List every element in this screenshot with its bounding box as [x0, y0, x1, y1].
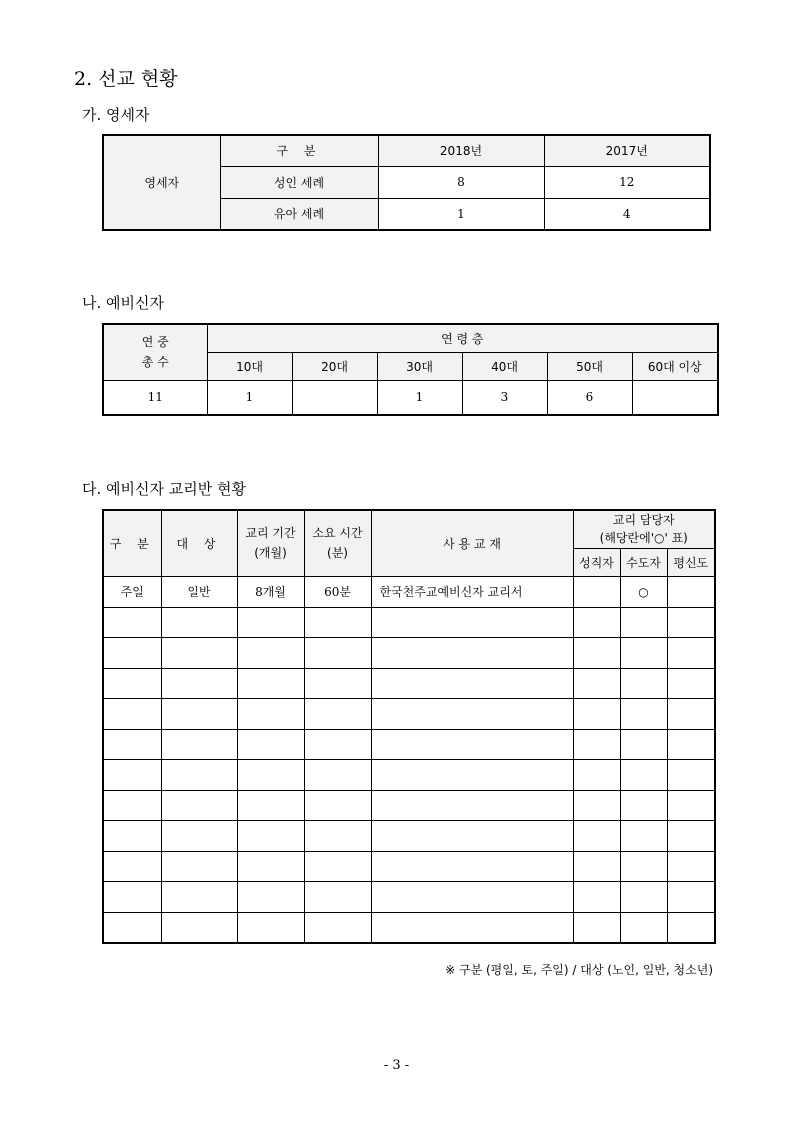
empty-cell — [237, 607, 304, 638]
empty-cell — [103, 668, 161, 699]
empty-cell — [371, 699, 573, 730]
empty-cell — [573, 760, 620, 791]
table-row — [103, 607, 715, 638]
empty-cell — [667, 760, 715, 791]
period-cell: 8개월 — [237, 576, 304, 607]
table-row — [103, 882, 715, 913]
teacher-type-header: 성직자 — [573, 548, 620, 576]
table-cell: 1 — [378, 198, 544, 230]
table-row — [103, 729, 715, 760]
table-row — [103, 790, 715, 821]
empty-cell — [620, 851, 667, 882]
age-count-cell: 1 — [207, 380, 292, 415]
table-row — [103, 576, 715, 607]
empty-cell — [161, 821, 237, 852]
category-header: 구 분 — [103, 510, 161, 576]
empty-cell — [667, 668, 715, 699]
empty-cell — [304, 790, 371, 821]
empty-cell — [304, 699, 371, 730]
empty-cell — [103, 760, 161, 791]
empty-cell — [620, 607, 667, 638]
table-row — [103, 699, 715, 730]
baptized-table — [102, 134, 711, 231]
empty-cell — [667, 851, 715, 882]
table-row — [103, 912, 715, 943]
empty-cell — [667, 729, 715, 760]
teacher-type-header: 수도자 — [620, 548, 667, 576]
duration-header-line2: (분) — [327, 546, 348, 561]
empty-cell — [371, 912, 573, 943]
total-cell: 11 — [103, 380, 207, 415]
empty-cell — [304, 912, 371, 943]
age-count-cell: 1 — [377, 380, 462, 415]
teacher-header-line1: 교리 담당자 — [612, 513, 675, 528]
empty-cell — [161, 912, 237, 943]
empty-cell — [237, 851, 304, 882]
empty-cell — [304, 607, 371, 638]
age-group-header: 20대 — [292, 352, 377, 380]
page-number: - 3 - — [383, 1058, 410, 1073]
empty-cell — [667, 638, 715, 669]
empty-cell — [103, 912, 161, 943]
empty-cell — [103, 882, 161, 913]
duration-cell: 60분 — [304, 576, 371, 607]
priest-cell — [573, 576, 620, 607]
empty-cell — [371, 882, 573, 913]
period-header-line2: (개월) — [254, 546, 287, 561]
age-count-cell — [632, 380, 718, 415]
age-group-header: 10대 — [207, 352, 292, 380]
subsection-title-baptized: 가. 영세자 — [82, 106, 150, 124]
empty-cell — [161, 729, 237, 760]
empty-cell — [161, 638, 237, 669]
empty-cell — [667, 912, 715, 943]
empty-cell — [103, 638, 161, 669]
empty-cell — [667, 882, 715, 913]
age-count-cell: 3 — [462, 380, 547, 415]
empty-cell — [620, 790, 667, 821]
target-cell: 일반 — [161, 576, 237, 607]
teacher-header — [573, 510, 715, 548]
age-group-header: 50대 — [547, 352, 632, 380]
period-header-line1: 교리 기간 — [245, 526, 296, 541]
empty-cell — [667, 699, 715, 730]
empty-cell — [573, 882, 620, 913]
material-cell: 한국천주교예비신자 교리서 — [371, 576, 573, 607]
age-group-header: 60대 이상 — [632, 352, 718, 380]
age-header: 연 령 층 — [207, 324, 718, 352]
empty-cell — [103, 607, 161, 638]
empty-cell — [161, 699, 237, 730]
empty-cell — [103, 699, 161, 730]
empty-cell — [573, 607, 620, 638]
empty-cell — [620, 912, 667, 943]
empty-cell — [667, 607, 715, 638]
empty-cell — [371, 607, 573, 638]
empty-cell — [237, 790, 304, 821]
empty-cell — [237, 729, 304, 760]
category-cell: 주일 — [103, 576, 161, 607]
empty-cell — [620, 760, 667, 791]
row-label: 성인 세례 — [220, 166, 378, 198]
empty-cell — [304, 729, 371, 760]
total-header-line1: 연 중 — [141, 335, 169, 350]
table-cell: 8 — [378, 166, 544, 198]
empty-cell — [304, 851, 371, 882]
row-label: 유아 세례 — [220, 198, 378, 230]
empty-cell — [667, 821, 715, 852]
empty-cell — [371, 638, 573, 669]
empty-cell — [103, 729, 161, 760]
empty-cell — [620, 638, 667, 669]
empty-cell — [371, 790, 573, 821]
empty-cell — [237, 668, 304, 699]
empty-cell — [161, 760, 237, 791]
footnote: ※ 구분 (평일, 토, 주일) / 대상 (노인, 일반, 청소년) — [445, 963, 713, 977]
empty-cell — [620, 668, 667, 699]
empty-cell — [161, 882, 237, 913]
empty-cell — [103, 821, 161, 852]
empty-cell — [161, 668, 237, 699]
period-header — [237, 510, 304, 576]
table-row — [103, 821, 715, 852]
lay-cell — [667, 576, 715, 607]
table-cell: 12 — [544, 166, 710, 198]
age-count-cell — [292, 380, 377, 415]
empty-cell — [237, 912, 304, 943]
section-heading: 2. 선교 현황 — [74, 68, 178, 90]
teacher-type-header: 평신도 — [667, 548, 715, 576]
baptized-row-label: 영세자 — [103, 135, 220, 230]
empty-cell — [573, 851, 620, 882]
empty-cell — [237, 882, 304, 913]
empty-cell — [304, 668, 371, 699]
year-header: 2017년 — [544, 135, 710, 166]
table-row — [103, 851, 715, 882]
empty-cell — [371, 851, 573, 882]
empty-cell — [237, 821, 304, 852]
duration-header — [304, 510, 371, 576]
empty-cell — [573, 668, 620, 699]
empty-cell — [371, 760, 573, 791]
empty-cell — [573, 729, 620, 760]
age-group-header: 40대 — [462, 352, 547, 380]
table-row — [103, 760, 715, 791]
table-row — [103, 668, 715, 699]
empty-cell — [620, 882, 667, 913]
empty-cell — [161, 790, 237, 821]
empty-cell — [620, 699, 667, 730]
empty-cell — [620, 821, 667, 852]
age-group-header: 30대 — [377, 352, 462, 380]
empty-cell — [103, 851, 161, 882]
subsection-title-catechumens: 나. 예비신자 — [82, 294, 164, 312]
empty-cell — [103, 790, 161, 821]
year-header: 2018년 — [378, 135, 544, 166]
age-count-cell: 6 — [547, 380, 632, 415]
empty-cell — [237, 760, 304, 791]
empty-cell — [304, 638, 371, 669]
total-header-line2: 총 수 — [141, 355, 169, 370]
empty-cell — [573, 821, 620, 852]
category-header: 구 분 — [220, 135, 378, 166]
empty-cell — [161, 851, 237, 882]
material-header: 사 용 교 재 — [371, 510, 573, 576]
empty-cell — [573, 912, 620, 943]
empty-cell — [573, 699, 620, 730]
empty-cell — [371, 729, 573, 760]
empty-cell — [667, 790, 715, 821]
subsection-title-catechism-class: 다. 예비신자 교리반 현황 — [82, 480, 246, 498]
empty-cell — [573, 638, 620, 669]
empty-cell — [304, 821, 371, 852]
target-header: 대 상 — [161, 510, 237, 576]
empty-cell — [237, 638, 304, 669]
total-header — [103, 324, 207, 380]
empty-cell — [304, 760, 371, 791]
table-row — [103, 638, 715, 669]
religious-cell: ○ — [620, 576, 667, 607]
empty-cell — [573, 790, 620, 821]
catechumen-age-table — [102, 323, 719, 416]
empty-cell — [237, 699, 304, 730]
empty-cell — [620, 729, 667, 760]
empty-cell — [371, 821, 573, 852]
empty-cell — [371, 668, 573, 699]
table-cell: 4 — [544, 198, 710, 230]
teacher-header-line2: (해당란에'○' 표) — [599, 531, 688, 546]
catechism-class-table — [102, 509, 716, 944]
duration-header-line1: 소요 시간 — [312, 526, 363, 541]
empty-cell — [161, 607, 237, 638]
empty-cell — [304, 882, 371, 913]
